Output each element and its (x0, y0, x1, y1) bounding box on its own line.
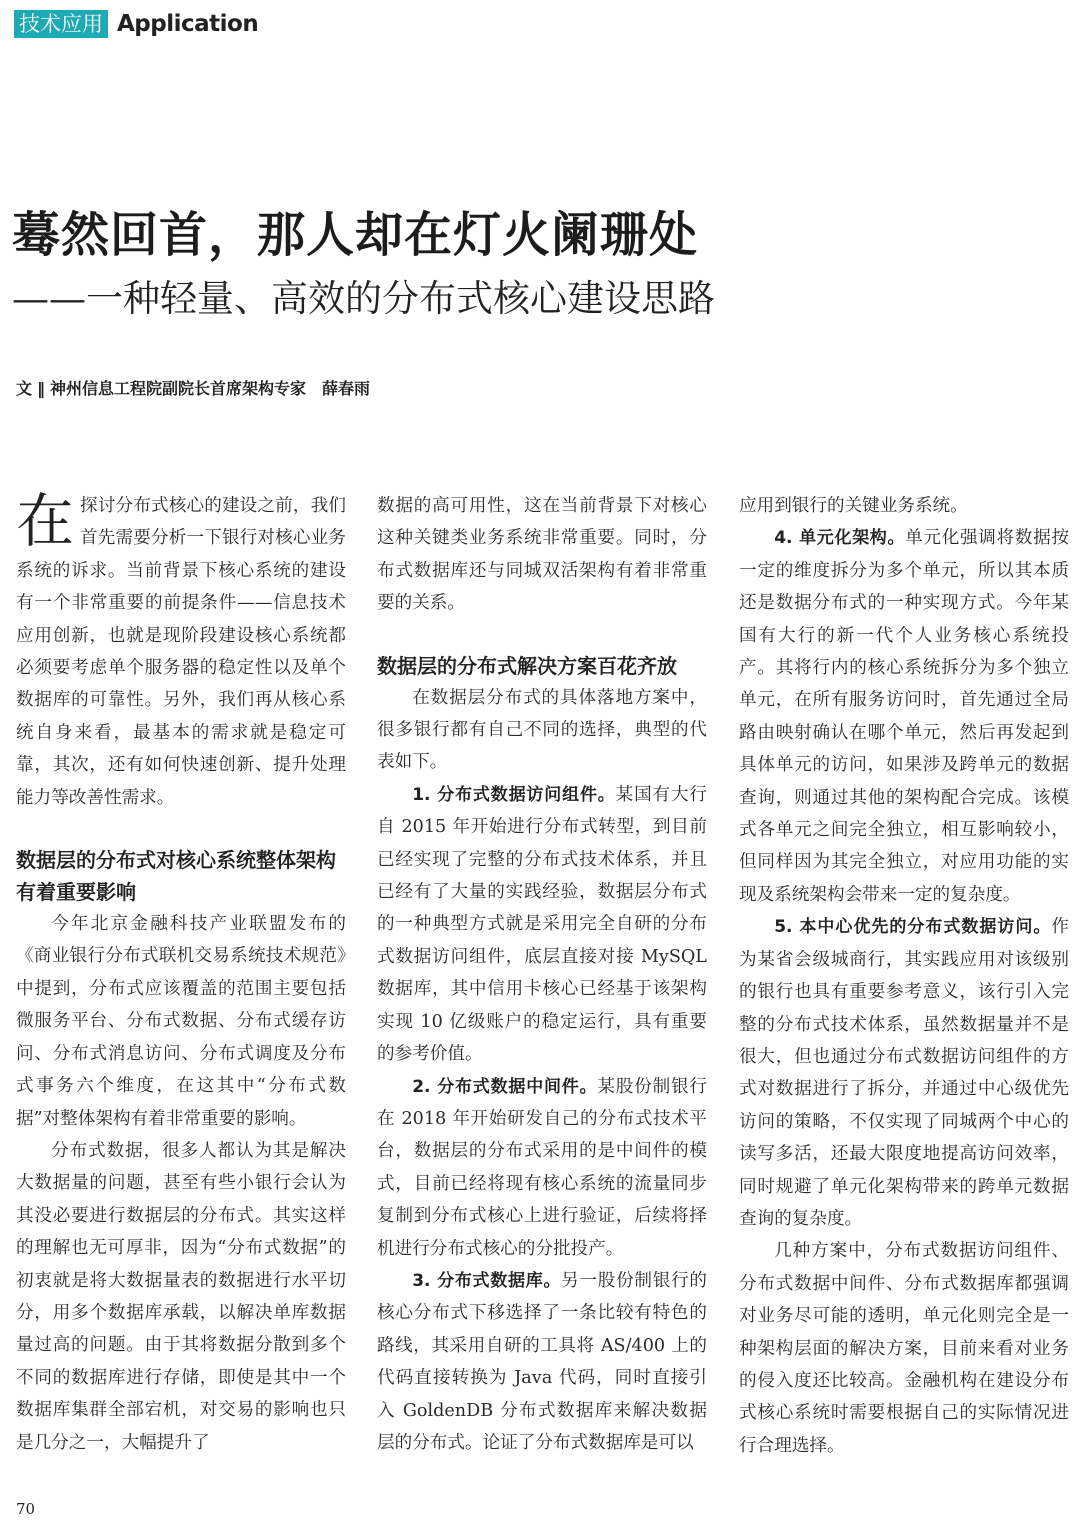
paragraph (16, 487, 346, 814)
paragraph: 分布式数据，很多人都认为其是解决大数据量的问题，甚至有些小银行会认为其没必要进行数据层的分布式。其实这样的理解也无可厚非，因为“分布式数据”的初衷就是将大数据量表的数据进行水平切分，用多个数据库承载，以解决单库数据量过高的问题。由于其将数据分散到多个不同的数据库进行存储，即使是其中一个数据库集群全部宕机，对交易的影响也只是几分之一，大幅提升了 (16, 1140, 346, 1453)
section-tag: 技术应用 (14, 10, 108, 38)
section-header (14, 8, 258, 40)
paragraph-text: 某国有大行自 2015 年开始进行分布式转型，到目前已经实现了完整的分布式技术体系，并且已经有了大量的实践经验，数据层分布式的一种典型方式就是采用完全自研的分布式数据访问组件，底层直接对接 MySQL 数据库，其中信用卡核心已经基于该架构实现 10 亿级账户的稳定运行，具有重要的参考价值。 (377, 784, 707, 1065)
byline-affiliation: 神州信息工程院副院长首席架构专家 (50, 379, 307, 398)
item-lead: 4. 单元化架构。 (774, 528, 906, 549)
column-2 (377, 490, 707, 1459)
drop-cap: 在 (16, 487, 75, 555)
byline-author: 薛春雨 (322, 379, 371, 398)
item-lead: 1. 分布式数据访问组件。 (412, 784, 616, 805)
item-lead: 2. 分布式数据中间件。 (412, 1076, 598, 1097)
paragraph-text: 探讨分布式核心的建设之前，我们首先需要分析一下银行对核心业务系统的诉求。当前背景下核心系统的建设有一个非常重要的前提条件——信息技术应用创新，也就是现阶段建设核心系统都必须要考虑单个服务器的稳定性以及单个数据库的可靠性。另外，我们再从核心系统自身来看，最基本的需求就是稳定可靠，其次，还有如何快速创新、提升处理能力等改善性需求。 (16, 496, 346, 808)
paragraph (377, 779, 707, 1071)
paragraph: 应用到银行的关键业务系统。 (739, 496, 968, 516)
article-subtitle: ——一种轻量、高效的分布式核心建设思路 (12, 277, 715, 320)
article-title: 蓦然回首，那人却在灯火阑珊处 (12, 207, 699, 263)
section-heading: 数据层的分布式解决方案百花齐放 (377, 653, 677, 678)
paragraph-text: 另一股份制银行的核心分布式下移选择了一条比较有特色的路线，其采用自研的工具将 AS/400 上的代码直接转换为 Java 代码，同时直接引入 GoldenDB 分布式数据库来解决数据层的分布式。论证了分布式数据库是可以 (377, 1270, 707, 1453)
paragraph (377, 1265, 707, 1459)
section-label-en: Application (117, 11, 259, 37)
byline-separator: ‖ (37, 379, 46, 398)
paragraph-text: 作为某省会级城商行，其实践应用对该级别的银行也具有重要参考意义，该行引入完整的分布式技术体系，虽然数据量并不是很大，但也通过分布式数据访问组件的方式对数据进行了拆分，并通过中心级优先访问的策略，不仅实现了同城两个中心的读写多活，还最大限度地提高访问效率，同时规避了单元化架构带来的跨单元数据查询的复杂度。 (739, 917, 1069, 1229)
paragraph (739, 911, 1069, 1235)
paragraph-text: 某股份制银行在 2018 年开始研发自己的分布式技术平台，数据层的分布式采用的是中间件的模式，目前已经将现有核心系统的流量同步复制到分布式核心上进行验证，后续将择机进行分布式核心的分批投产。 (377, 1076, 707, 1259)
item-lead: 3. 分布式数据库。 (412, 1270, 562, 1291)
paragraph: 数据的高可用性，这在当前背景下对核心这种关键类业务系统非常重要。同时，分布式数据库还与同城双活架构有着非常重要的关系。 (377, 496, 707, 614)
paragraph (377, 1071, 707, 1265)
column-3 (739, 490, 1069, 1462)
paragraph-text: 单元化强调将数据按一定的维度拆分为多个单元，所以其本质还是数据分布式的一种实现方式。今年某国有大行的新一代个人业务核心系统投产。其将行内的核心系统拆分为多个独立单元，在所有服务访问时，首先通过全局路由映射确认在哪个单元，然后再发起到具体单元的访问，如果涉及跨单元的数据查询，则通过其他的架构配合完成。该模式各单元之间完全独立，相互影响较小，但同样因为其完全独立，对应用功能的实现及系统架构会带来一定的复杂度。 (739, 528, 1069, 905)
page-number: 70 (16, 1500, 36, 1518)
byline-prefix: 文 (16, 379, 33, 398)
paragraph: 几种方案中，分布式数据访问组件、分布式数据中间件、分布式数据库都强调对业务尽可能的透明，单元化则完全是一种架构层面的解决方案，目前来看对业务的侵入度还比较高。金融机构在建设分布式核心系统时需要根据自己的实际情况进行合理选择。 (739, 1241, 1069, 1456)
paragraph: 在数据层分布式的具体落地方案中，很多银行都有自己不同的选择，典型的代表如下。 (377, 687, 707, 773)
item-lead: 5. 本中心优先的分布式数据访问。 (774, 917, 1052, 938)
byline (16, 376, 370, 399)
paragraph: 今年北京金融科技产业联盟发布的《商业银行分布式联机交易系统技术规范》中提到，分布式应该覆盖的范围主要包括微服务平台、分布式数据、分布式缓存访问、分布式消息访问、分布式调度及分布式事务六个维度，在这其中“分布式数据”对整体架构有着非常重要的影响。 (16, 914, 346, 1129)
paragraph (739, 522, 1069, 911)
section-heading: 数据层的分布式对核心系统整体架构有着重要影响 (16, 848, 336, 905)
column-1 (16, 487, 346, 1459)
